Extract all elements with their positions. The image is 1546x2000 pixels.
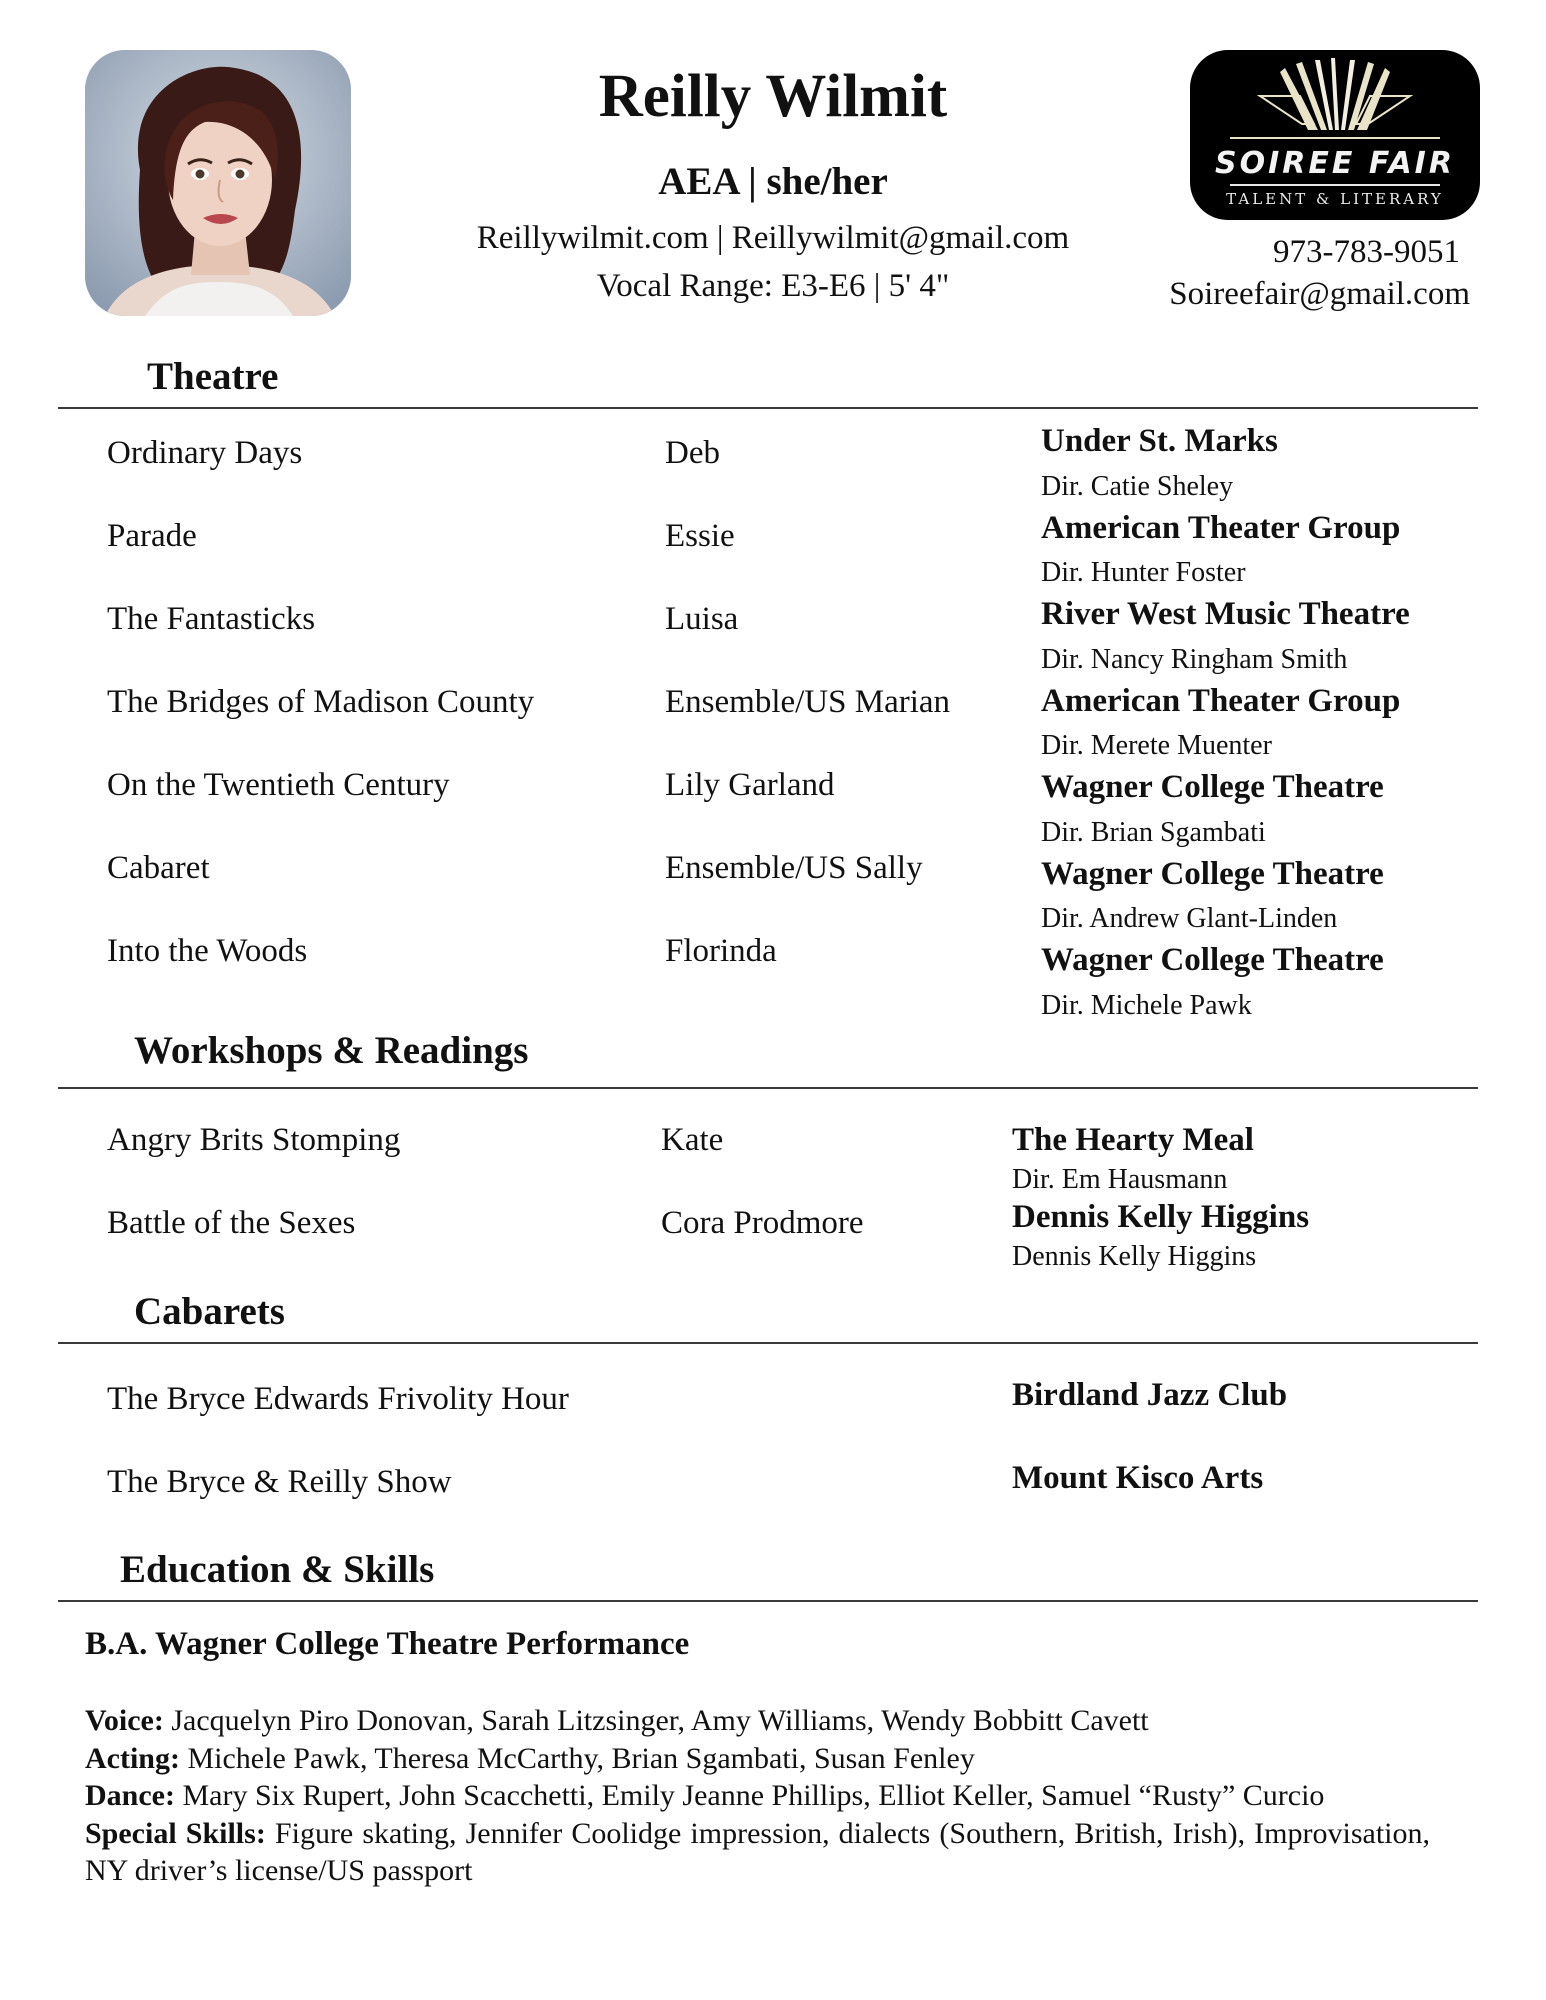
contact-line: Reillywilmit.com | Reillywilmit@gmail.com: [476, 220, 1070, 256]
union-pronouns: AEA | she/her: [658, 160, 888, 203]
section-heading-workshops: Workshops & Readings: [134, 1029, 529, 1072]
credit-show: On the Twentieth Century: [107, 767, 450, 803]
credit-show: Battle of the Sexes: [107, 1205, 356, 1241]
credit-director: Dir. Brian Sgambati: [1041, 817, 1266, 848]
credit-show: Ordinary Days: [107, 435, 303, 471]
section-divider: [58, 1342, 1478, 1344]
credit-show: Parade: [107, 518, 197, 554]
credit-role: Deb: [665, 435, 720, 471]
section-divider: [58, 407, 1478, 409]
credit-show: Cabaret: [107, 850, 210, 886]
logo-divider: [1230, 184, 1440, 186]
agency-phone: 973-783-9051: [1273, 234, 1460, 270]
credit-director: Dir. Andrew Glant-Linden: [1041, 903, 1338, 934]
credit-role: Lily Garland: [665, 767, 835, 803]
credit-show: The Bryce Edwards Frivolity Hour: [107, 1381, 569, 1417]
agency-logo: [1190, 50, 1480, 220]
headshot-photo: [85, 50, 351, 316]
voice-training: [85, 1702, 1430, 1740]
credit-venue: Under St. Marks: [1041, 423, 1278, 459]
credit-director: Dennis Kelly Higgins: [1012, 1241, 1257, 1272]
credit-venue: Wagner College Theatre: [1041, 942, 1384, 978]
special-skills: [85, 1815, 1430, 1890]
agency-email: Soireefair@gmail.com: [1169, 276, 1470, 312]
credit-role: Cora Prodmore: [661, 1205, 864, 1241]
section-heading-education: Education & Skills: [120, 1548, 435, 1591]
credit-director: Dir. Catie Sheley: [1041, 471, 1234, 502]
credit-role: Ensemble/US Sally: [665, 850, 923, 886]
credit-show: Angry Brits Stomping: [107, 1122, 401, 1158]
voice-teachers: Jacquelyn Piro Donovan, Sarah Litzsinger, Amy Williams, Wendy Bobbitt Cavett: [171, 1704, 1149, 1737]
degree: B.A. Wagner College Theatre Performance: [85, 1626, 690, 1662]
special-skills-list: Figure skating, Jennifer Coolidge impression, dialects (Southern, British, Irish), Improvisation, NY driver’s license/US passport: [85, 1816, 1430, 1887]
credit-show: Into the Woods: [107, 933, 308, 969]
credit-venue: River West Music Theatre: [1041, 596, 1410, 632]
credit-venue: Wagner College Theatre: [1041, 856, 1384, 892]
credit-role: Ensemble/US Marian: [665, 684, 951, 720]
credit-role: Kate: [661, 1122, 724, 1158]
credit-show: The Bryce & Reilly Show: [107, 1464, 452, 1500]
credit-show: The Bridges of Madison County: [107, 684, 535, 720]
vocal-range-line: Vocal Range: E3-E6 | 5' 4": [596, 268, 950, 304]
headshot-illustration: [85, 50, 351, 316]
section-divider: [58, 1087, 1478, 1089]
voice-label: Voice:: [85, 1704, 164, 1737]
credit-venue: Wagner College Theatre: [1041, 769, 1384, 805]
agency-logo-name: SOIREE FAIR: [1215, 146, 1455, 181]
credit-role: Luisa: [665, 601, 739, 637]
credit-venue: Dennis Kelly Higgins: [1012, 1199, 1310, 1235]
special-skills-label: Special Skills:: [85, 1816, 266, 1850]
credit-role: Florinda: [665, 933, 777, 969]
acting-teachers: Michele Pawk, Theresa McCarthy, Brian Sgambati, Susan Fenley: [187, 1741, 975, 1775]
credit-director: Dir. Nancy Ringham Smith: [1041, 644, 1348, 675]
credit-director: Dir. Hunter Foster: [1041, 557, 1246, 588]
credit-venue: Mount Kisco Arts: [1012, 1460, 1264, 1496]
dance-label: Dance:: [85, 1779, 175, 1812]
credit-role: Essie: [665, 518, 735, 554]
credit-director: Dir. Michele Pawk: [1041, 990, 1252, 1021]
credit-show: The Fantasticks: [107, 601, 316, 637]
credit-director: Dir. Merete Muenter: [1041, 730, 1272, 761]
art-deco-fan-icon: [1190, 50, 1480, 150]
agency-logo-tagline: TALENT & LITERARY: [1226, 190, 1444, 208]
section-divider: [58, 1600, 1478, 1602]
credit-venue: American Theater Group: [1041, 510, 1401, 546]
credit-venue: Birdland Jazz Club: [1012, 1377, 1288, 1413]
credit-venue: The Hearty Meal: [1012, 1122, 1254, 1158]
section-heading-theatre: Theatre: [147, 355, 279, 398]
dance-training: [85, 1777, 1430, 1815]
credit-director: Dir. Em Hausmann: [1012, 1164, 1228, 1195]
acting-label: Acting:: [85, 1741, 180, 1775]
credit-venue: American Theater Group: [1041, 683, 1401, 719]
section-heading-cabarets: Cabarets: [134, 1290, 285, 1333]
acting-training: [85, 1740, 1430, 1778]
dance-teachers: Mary Six Rupert, John Scacchetti, Emily Jeanne Phillips, Elliot Keller, Samuel “Rusty” Curcio: [182, 1779, 1325, 1812]
performer-name: Reilly Wilmit: [598, 63, 948, 130]
training-and-skills: [85, 1702, 1430, 1890]
